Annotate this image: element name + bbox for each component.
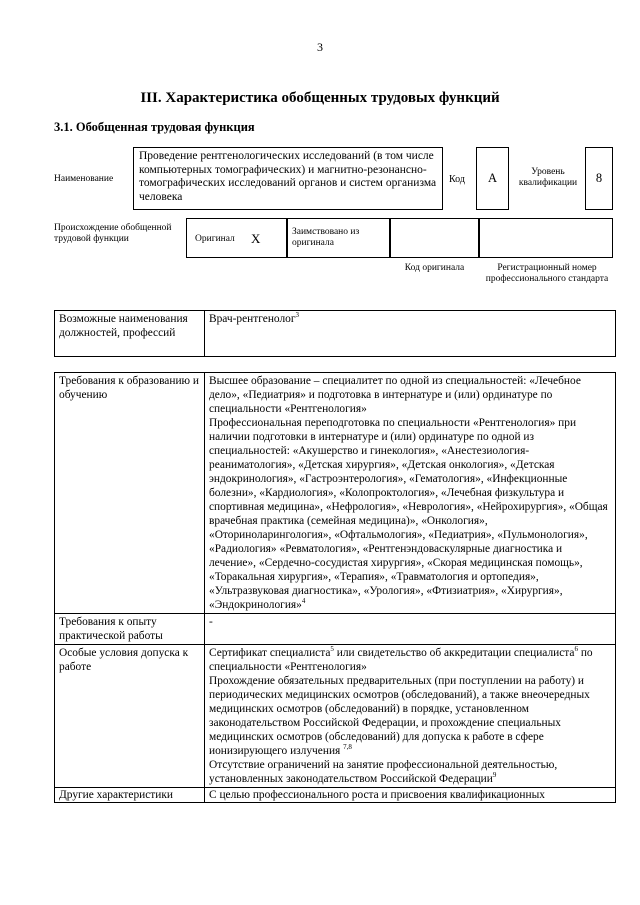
table-row <box>55 788 616 803</box>
qualification-value: 8 <box>585 147 613 210</box>
special-conditions-value: Сертификат специалиста$^5$ или свидетельство об аккредитации специалиста$^6$ по специальности «Рентгенология» Прохождение обязательных предварительных (при поступлении на работу) и периодических медицинских осмотров (обследований), а также внеочередных медицинских осмотров (обследований) в порядке, установленном законодательством Российской Федерации, и прохождение специальных медицинских осмотров (обследований) для допуска к работе в сфере ионизирующего излучения $^{7,8}$ Отсутствие ограничений на занятие профессиональной деятельностью, установленных законодательством Российской Федерации$^9$ <box>205 645 616 788</box>
other-characteristics-label: Другие характеристики <box>55 788 205 803</box>
code-value: А <box>476 147 509 210</box>
original-mark: Х <box>251 231 261 246</box>
special-conditions-label: Особые условия допуска к работе <box>55 645 205 788</box>
positions-label: Возможные наименования должностей, профессий <box>55 311 205 357</box>
experience-label: Требования к опыту практической работы <box>55 614 205 645</box>
positions-value: Врач-рентгенолог$^3$ <box>205 311 616 357</box>
borrowed-label: Заимствовано из оригинала <box>292 227 360 248</box>
original-code-cell <box>390 218 479 258</box>
table-row <box>55 373 616 614</box>
original-code-caption: Код оригинала <box>404 263 465 273</box>
education-label: Требования к образованию и обучению <box>55 373 205 614</box>
table-row <box>55 311 616 357</box>
name-label: Наименование <box>54 174 114 184</box>
registration-caption: Регистрационный номер профессионального стандарта <box>485 263 609 284</box>
other-characteristics-value: С целью профессионального роста и присвоения квалификационных <box>205 788 616 803</box>
qualification-label: Уровень квалификации <box>518 167 578 188</box>
origin-label: Происхождение обобщенной трудовой функции <box>54 223 172 244</box>
education-value: Высшее образование – специалитет по одной из специальностей: «Лечебное дело», «Педиатрия» и подготовка в интернатуре и (или) ординатуре по специальности «Рентгенология» Профессиональная переподготовка по специальности «Рентгенология» при наличии подготовки в интернатуре и (или) ординатуре по одной из специальностей: «Акушерство и гинекология», «Анестезиология-реаниматология», «Детская хирургия», «Детская онкология», «Детская эндокринология», «Гастроэнтерология», «Гематология», «Инфекционные болезни», «Кардиология», «Колопроктология», «Лечебная физкультура и спортивная медицина», «Нефрология», «Неврология», «Нейрохирургия», «Общая врачебная практика (семейная медицина)», «Онкология», «Оториноларингология», «Офтальмология», «Педиатрия», «Пульмонология», «Радиология» «Ревматология», «Рентгенэндоваскулярные диагностика и лечение», «Сердечно-сосудистая хирургия», «Скорая медицинская помощь», «Торакальная хирургия», «Терапия», «Травматология и ортопедия», «Ультразвуковая диагностика», «Урология», «Фтизиатрия», «Хирургия», «Эндокринология»$^4$ <box>205 373 616 614</box>
page-number: 3 <box>317 40 323 54</box>
function-name-value: Проведение рентгенологических исследований (в том числе компьютерных томографических) и магнитно-резонансно-томографических исследований органов и систем организма человека <box>133 147 443 210</box>
positions-table <box>54 310 616 357</box>
original-label: Оригинал <box>195 234 235 244</box>
table-row <box>55 614 616 645</box>
code-label: Код <box>449 174 465 185</box>
section-title: III. Характеристика обобщенных трудовых функций <box>140 90 500 106</box>
original-cell <box>186 218 287 258</box>
table-row <box>55 645 616 788</box>
experience-value: - <box>205 614 616 645</box>
registration-number-cell <box>479 218 613 258</box>
requirements-table <box>54 372 616 803</box>
subsection-title: 3.1. Обобщенная трудовая функция <box>54 120 255 134</box>
borrowed-cell <box>287 218 390 258</box>
